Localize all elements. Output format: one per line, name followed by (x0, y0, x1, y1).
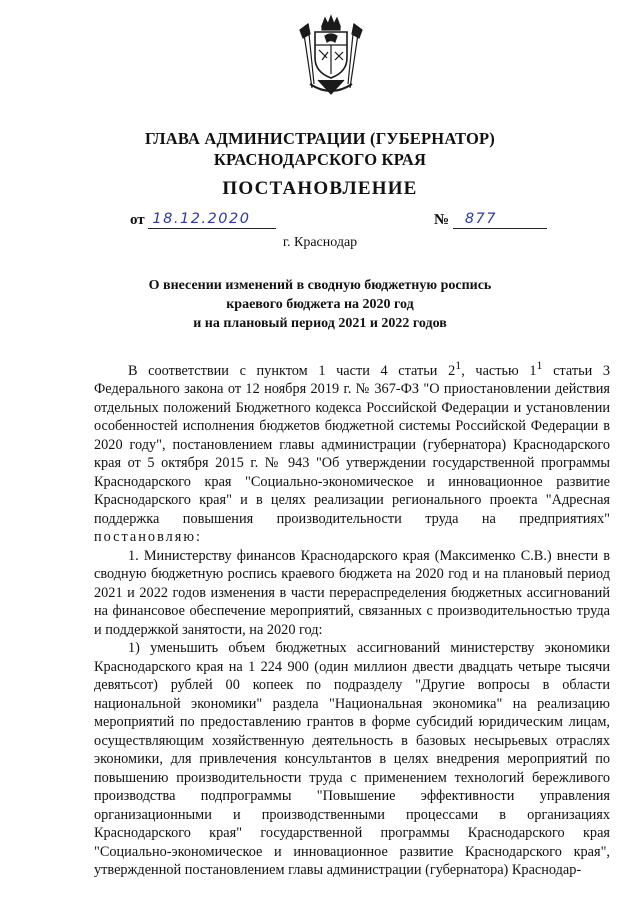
authority-line-1: ГЛАВА АДМИНИСТРАЦИИ (ГУБЕРНАТОР) (145, 129, 495, 148)
decree-word: постановляю: (94, 529, 202, 546)
document-type: ПОСТАНОВЛЕНИЕ (222, 178, 418, 199)
paragraph-subitem-1: 1) уменьшить объем бюджетных ассигнований министерству экономики Краснодарского края на 1 224 900 (один миллион двести двадцать четыре тысячи девятьсот) рублей 00 копеек по подразделу "Другие вопросы в области национальной экономики" раздела "Национальная экономика" на реализацию мероприятий по предоставлению грантов в форме субсидий юридическим лицам, осуществляющим хозяйственную деятельность в базовых несырьевых отраслях экономики, для привлечения консультантов в целях внедрения мероприятий по повышению производительности труда с применением технологий бережливого производства подпрограммы "Повышение эффективности управления организационными и производственными процессами в организациях Краснодарского края" государственной программы Краснодарского края "Социально-экономическое и инновационное развитие Краснодарского края", утвержденной постановлением главы администрации (губернатора) Краснодар- (94, 640, 610, 879)
paragraph-preamble (94, 356, 610, 547)
preamble-text-3: статьи 3 Федерального закона от 12 ноября 2019 г. № 367-ФЗ "О приостановлении действия отдельных положений Бюджетного кодекса Российской Федерации и установлении особенностей исполнения бюджетов бюджетной системы Российской Федерации в 2020 году", постановлением главы администрации (губернатора) Краснодарского края от 5 октября 2015 г. № 943 "Об утверждении государственной программы Краснодарского края "Социально-экономическое и инновационное развитие Краснодарского края" и в целях реализации регионального проекта "Адресная поддержка повышения производительности труда на предприятиях" (94, 362, 611, 527)
krasnodar-coat-of-arms-icon (298, 14, 364, 100)
document-body (94, 356, 610, 880)
authority-line-2: КРАСНОДАРСКОГО КРАЯ (213, 150, 427, 169)
title-line-3: и на плановый период 2021 и 2022 годов (193, 316, 447, 331)
preamble-superscript-2: 1 (536, 358, 543, 372)
city: г. Краснодар (282, 235, 358, 250)
preamble-text-2: , частью 1 (461, 362, 537, 379)
document-title (0, 276, 640, 333)
date-row (130, 210, 276, 229)
preamble-superscript-1: 1 (455, 358, 462, 372)
preamble-text-1: В соответствии с пунктом 1 части 4 статьи 2 (128, 362, 456, 379)
number-label: № (434, 212, 450, 228)
date-label: от (130, 212, 145, 228)
issuing-authority (0, 128, 640, 170)
date-value: 18.12.2020 (148, 210, 276, 229)
title-line-2: краевого бюджета на 2020 год (226, 297, 414, 312)
number-value: 877 (453, 210, 547, 229)
paragraph-item-1: 1. Министерству финансов Краснодарского края (Максименко С.В.) внести в сводную бюджетную роспись краевого бюджета на 2020 год и на плановый период 2021 и 2022 годов изменения в части перераспределения бюджетных ассигнований на финансовое обеспечение мероприятий, связанных с производительностью труда и поддержкой занятости, на 2020 год: (94, 547, 610, 638)
number-row (434, 210, 547, 229)
title-line-1: О внесении изменений в сводную бюджетную роспись (148, 278, 492, 293)
